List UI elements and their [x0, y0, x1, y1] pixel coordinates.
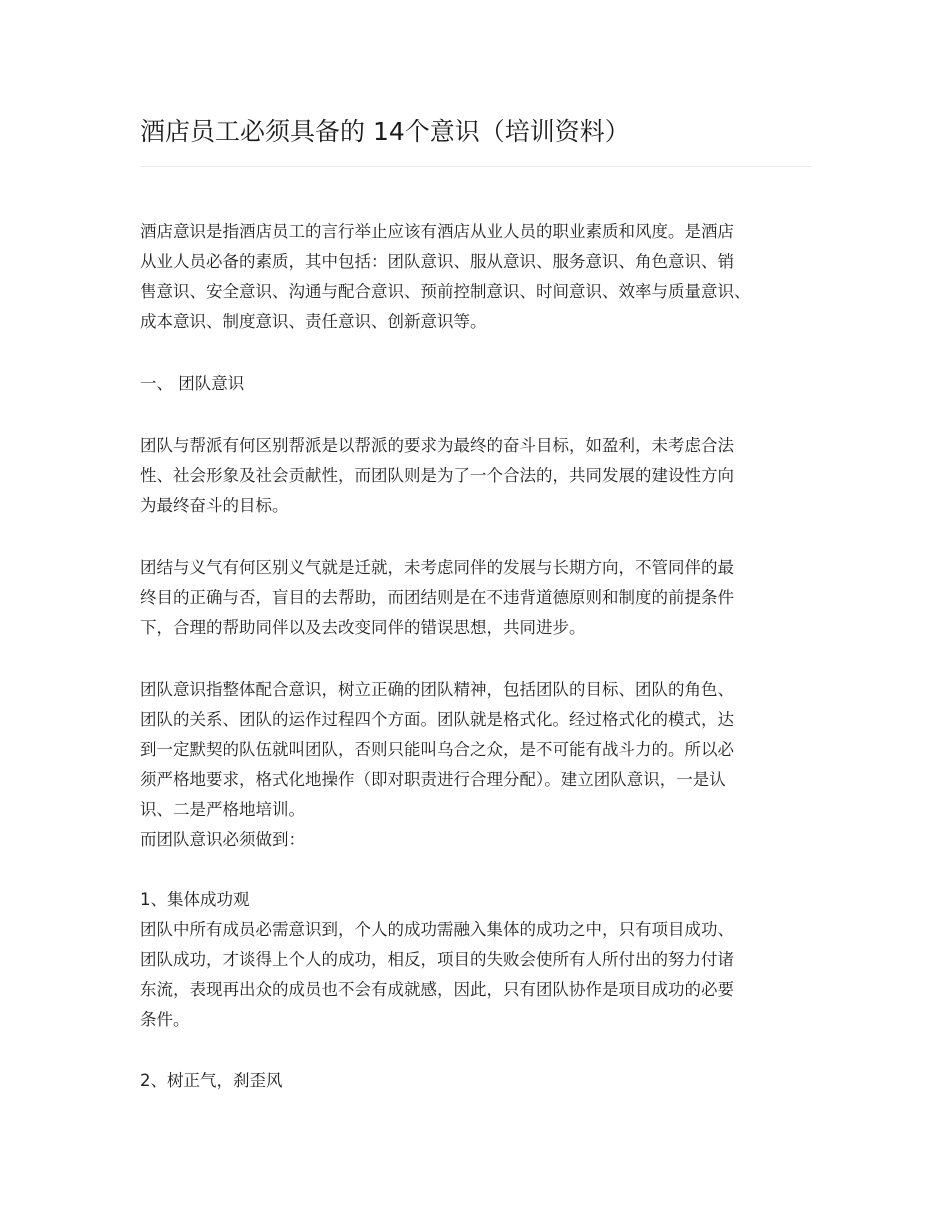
text-line: 下，合理的帮助同伴以及去改变同伴的错误思想，共同进步。 [140, 618, 586, 637]
text-line: 团队的关系、团队的运作过程四个方面。团队就是格式化。经过格式化的模式，达 [140, 710, 734, 729]
text-line: 团队成功，才谈得上个人的成功，相反，项目的失败会使所有人所付出的努力付诸 [140, 950, 734, 969]
intro-paragraph [140, 217, 780, 337]
text-line: 1、集体成功观 [140, 890, 250, 909]
collective-success-paragraph [140, 885, 780, 1035]
text-line: 终目的正确与否，盲目的去帮助，而团结则是在不违背道德原则和制度的前提条件 [140, 588, 734, 607]
text-line: 售意识、安全意识、沟通与配合意识、预前控制意识、时间意识、效率与质量意识、 [140, 282, 751, 301]
text-line: 识、二是严格地培训。 [140, 800, 305, 819]
text-line: 而团队意识必须做到： [140, 830, 305, 849]
section-heading [140, 369, 780, 399]
document-title: 酒店员工必须具备的 14个意识（培训资料） [140, 117, 630, 146]
heading-line: 一、 团队意识 [140, 374, 245, 393]
text-line: 条件。 [140, 1010, 190, 1029]
subheading-paragraph [140, 1066, 780, 1096]
text-line: 团结与义气有何区别义气就是迁就，未考虑同伴的发展与长期方向，不管同伴的最 [140, 558, 734, 577]
text-line: 从业人员必备的素质，其中包括：团队意识、服从意识、服务意识、角色意识、销 [140, 252, 734, 271]
text-line: 性、社会形象及社会贡献性，而团队则是为了一个合法的，共同发展的建设性方向 [140, 466, 734, 485]
team-awareness-paragraph [140, 675, 780, 855]
text-line: 酒店意识是指酒店员工的言行举止应该有酒店从业人员的职业素质和风度。是酒店 [140, 222, 734, 241]
text-line: 团队中所有成员必需意识到，个人的成功需融入集体的成功之中，只有项目成功、 [140, 920, 734, 939]
text-line: 团队意识指整体配合意识，树立正确的团队精神，包括团队的目标、团队的角色、 [140, 680, 734, 699]
text-line: 到一定默契的队伍就叫团队，否则只能叫乌合之众，是不可能有战斗力的。所以必 [140, 740, 734, 759]
unity-vs-loyalty-paragraph [140, 553, 780, 643]
team-vs-faction-paragraph [140, 431, 780, 521]
title-divider [140, 166, 812, 167]
text-line: 为最终奋斗的目标。 [140, 496, 289, 515]
text-line: 成本意识、制度意识、责任意识、创新意识等。 [140, 312, 487, 331]
text-line: 东流，表现再出众的成员也不会有成就感，因此，只有团队协作是项目成功的必要 [140, 980, 734, 999]
text-line: 须严格地要求，格式化地操作（即对职责进行合理分配）。建立团队意识，一是认 [140, 770, 726, 789]
text-line: 团队与帮派有何区别帮派是以帮派的要求为最终的奋斗目标，如盈利，未考虑合法 [140, 436, 734, 455]
subheading-line: 2、树正气，刹歪风 [140, 1071, 283, 1090]
